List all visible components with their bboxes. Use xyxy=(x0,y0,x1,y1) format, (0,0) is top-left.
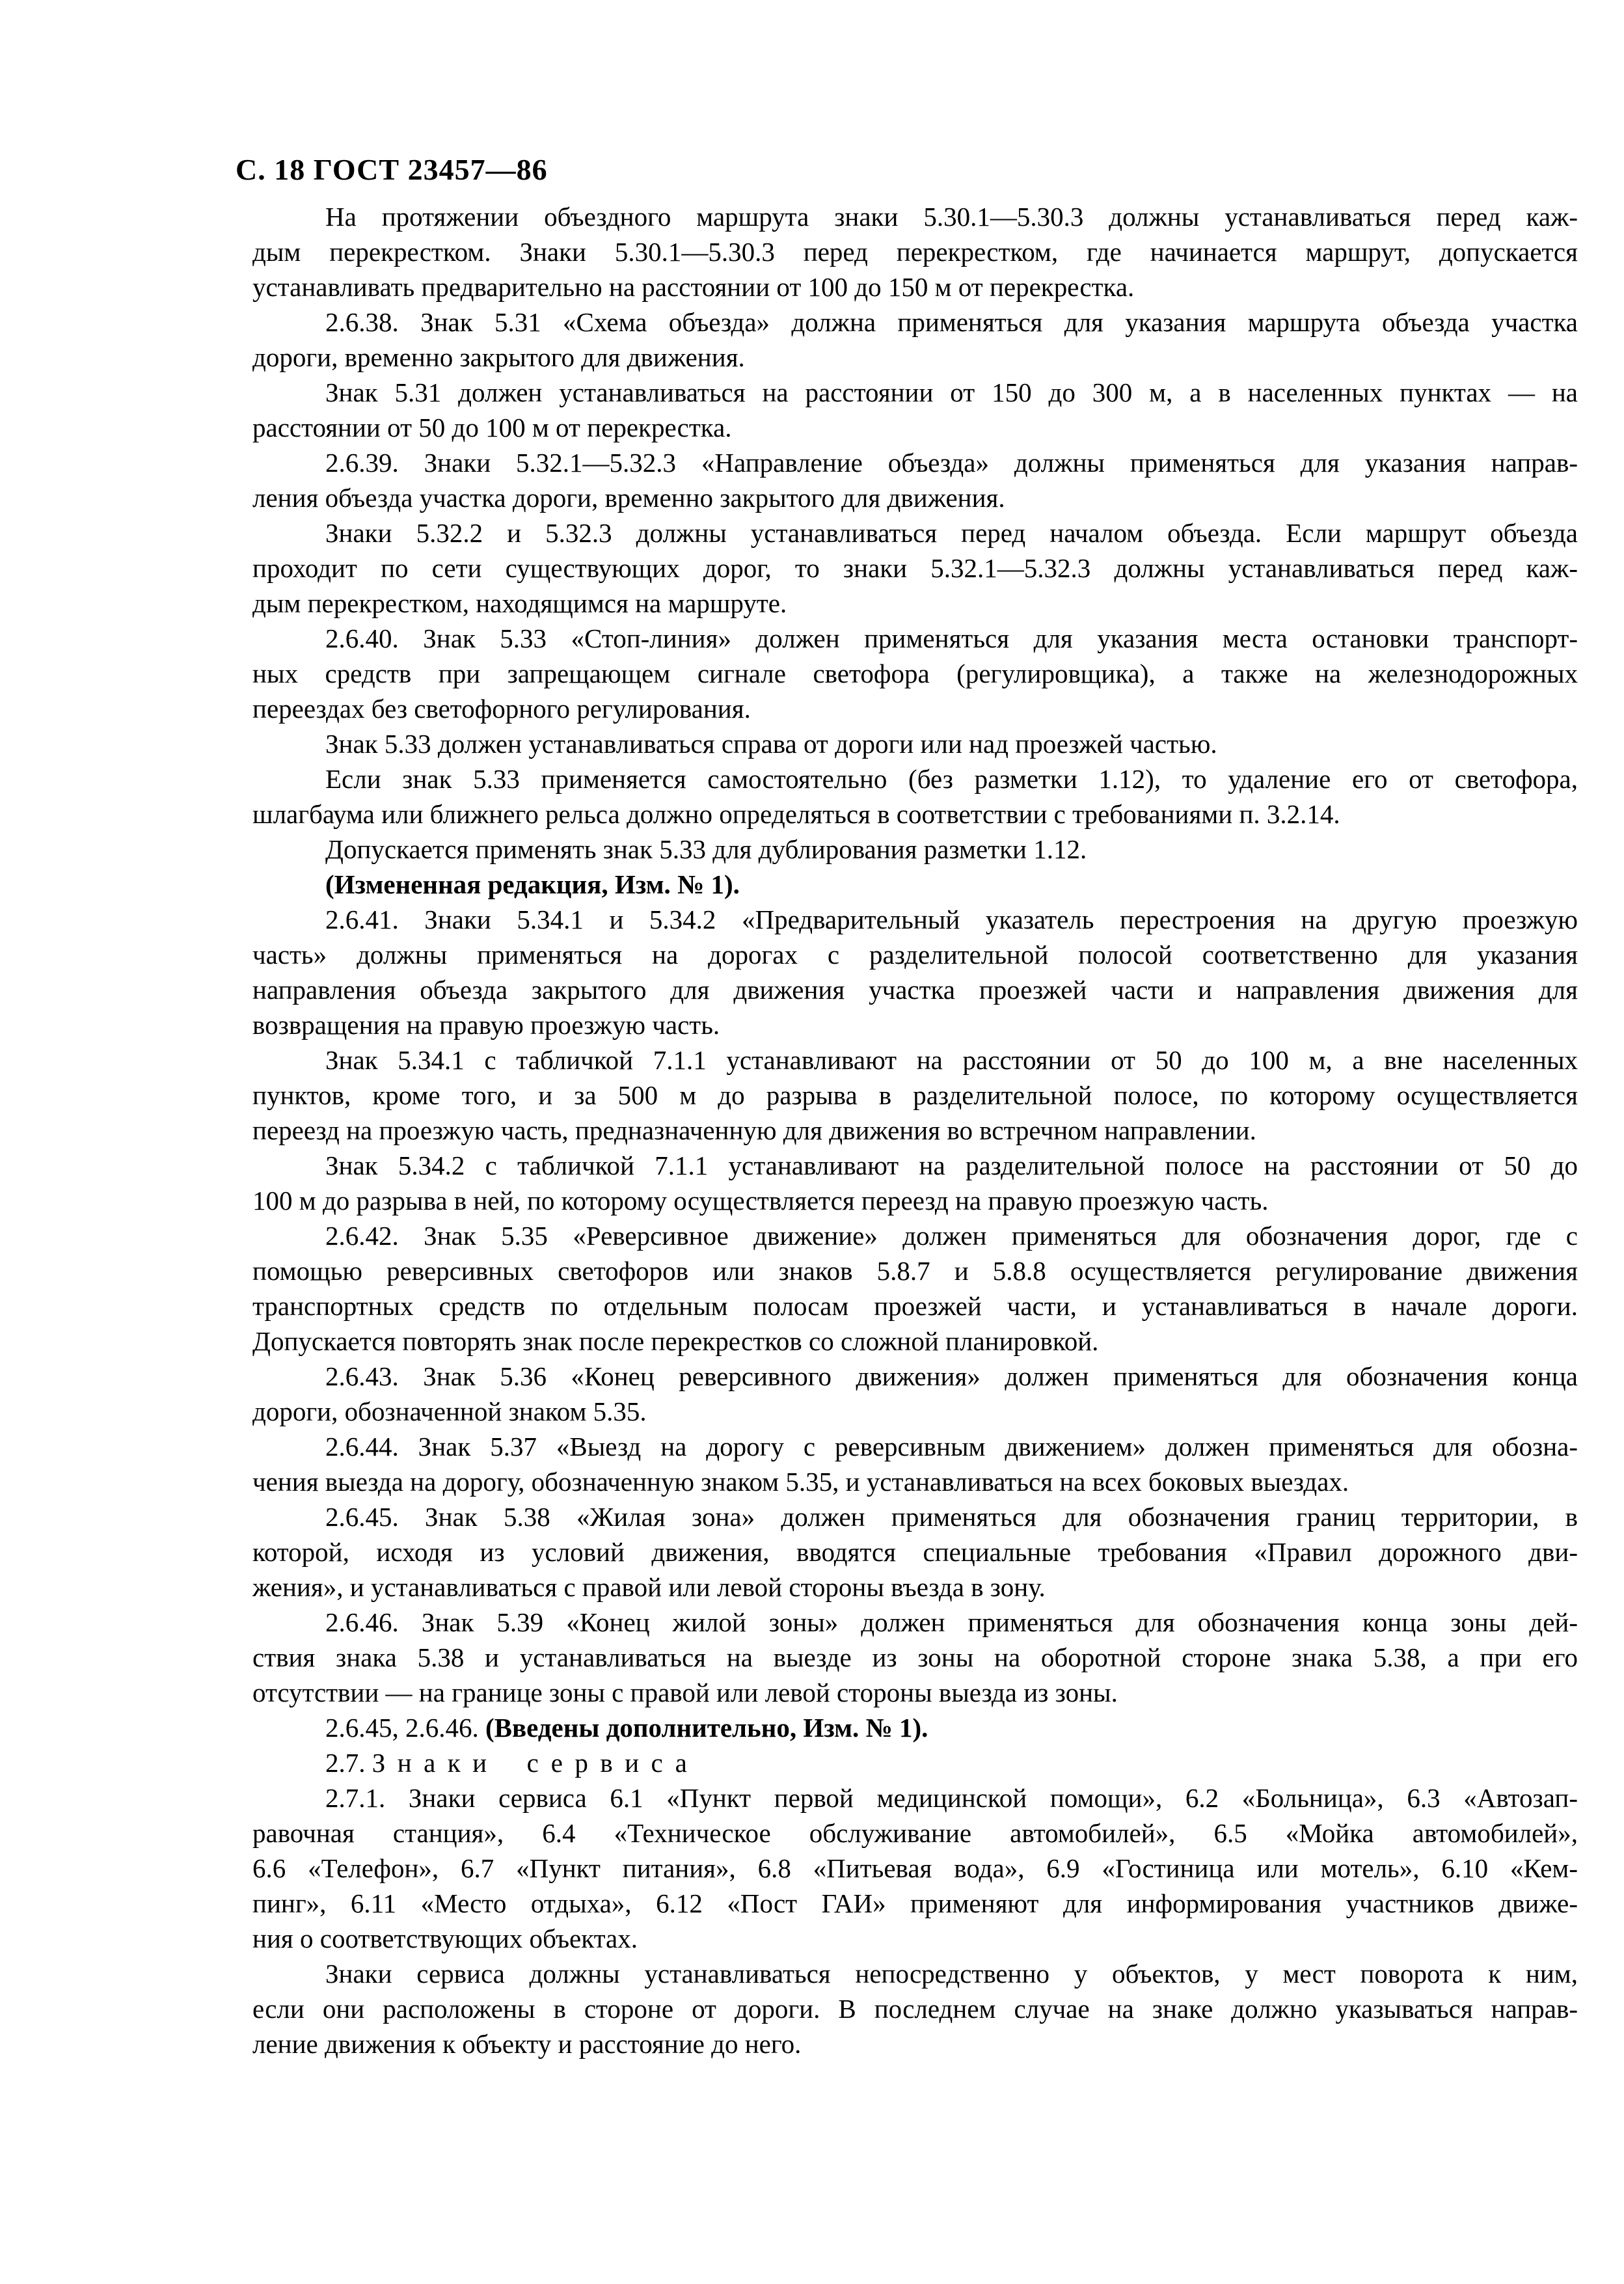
text-line: 2.6.41. Знаки 5.34.1 и 5.34.2 «Предварительный указатель перестроения на другую проезжую xyxy=(325,904,1578,934)
text-line: жения», и устанавливаться с правой или левой стороны въезда в зону. xyxy=(252,1572,1046,1602)
text-line: пинг», 6.11 «Место отдыха», 6.12 «Пост ГАИ» применяют для информирования участников движе- xyxy=(252,1888,1578,1918)
paragraph xyxy=(252,1148,1578,1218)
paragraph xyxy=(252,621,1578,726)
text-line: если они расположены в стороне от дороги. В последнем случае на знаке должно указываться направ- xyxy=(252,1994,1578,2024)
paragraph xyxy=(252,1956,1578,2061)
bold-text-run: (Введены дополнительно, Изм. № 1). xyxy=(485,1713,928,1743)
paragraph xyxy=(252,199,1578,305)
text-line: дороги, обозначенной знаком 5.35. xyxy=(252,1396,647,1426)
text-line: Допускается повторять знак после перекрестков со сложной планировкой. xyxy=(252,1326,1099,1356)
text-line: ния о соответствующих объектах. xyxy=(252,1924,638,1953)
bold-text-run: (Измененная редакция, Изм. № 1). xyxy=(325,869,740,899)
paragraph xyxy=(252,726,1578,761)
text-line: переездах без светофорного регулирования. xyxy=(252,694,751,724)
text-line: помощью реверсивных светофоров или знаков 5.8.7 и 5.8.8 осуществляется регулирование движения xyxy=(252,1256,1578,1286)
text-line xyxy=(252,1745,1578,1780)
text-line: направления объезда закрытого для движения участка проезжей части и направления движения для xyxy=(252,975,1578,1005)
paragraph xyxy=(252,761,1578,832)
text-line: 2.6.44. Знак 5.37 «Выезд на дорогу с реверсивным движением» должен применяться для обозна- xyxy=(325,1432,1578,1461)
paragraph xyxy=(252,445,1578,515)
text-line: ление движения к объекту и расстояние до него. xyxy=(252,2029,802,2059)
text-line: 100 м до разрыва в ней, по которому осуществляется переезд на правую проезжую часть. xyxy=(252,1186,1269,1216)
text-run: 2.7. xyxy=(325,1748,372,1778)
spaced-heading-run: Знаки сервиса xyxy=(372,1748,699,1778)
text-line: 2.6.38. Знак 5.31 «Схема объезда» должна применяться для указания маршрута объезда участка xyxy=(325,307,1578,337)
paragraph xyxy=(252,1218,1578,1359)
text-line: Знак 5.34.2 с табличкой 7.1.1 устанавливают на разделительной полосе на расстоянии от 50 до xyxy=(325,1150,1578,1180)
paragraph xyxy=(252,1710,1578,1745)
text-line: транспортных средств по отдельным полосам проезжей части, и устанавливаться в начале дороги. xyxy=(252,1291,1578,1321)
text-line: дороги, временно закрытого для движения. xyxy=(252,342,745,372)
paragraph xyxy=(252,867,1578,902)
text-line: Знаки 5.32.2 и 5.32.3 должны устанавливаться перед началом объезда. Если маршрут объезда xyxy=(325,518,1578,548)
text-line: которой, исходя из условий движения, вводятся специальные требования «Правил дорожного дви- xyxy=(252,1537,1578,1567)
text-line: ных средств при запрещающем сигнале светофора (регулировщика), а также на железнодорожных xyxy=(252,659,1578,688)
text-line: 2.6.46. Знак 5.39 «Конец жилой зоны» должен применяться для обозначения конца зоны дей- xyxy=(325,1607,1578,1637)
text-run: 2.6.45, 2.6.46. xyxy=(325,1713,485,1743)
text-line: переезд на проезжую часть, предназначенную для движения во встречном направлении. xyxy=(252,1115,1256,1145)
text-line: равочная станция», 6.4 «Техническое обслуживание автомобилей», 6.5 «Мойка автомобилей», xyxy=(252,1818,1578,1848)
text-line: 2.6.39. Знаки 5.32.1—5.32.3 «Направление объезда» должны применяться для указания направ- xyxy=(325,448,1578,478)
text-line: чения выезда на дорогу, обозначенную знаком 5.35, и устанавливаться на всех боковых выездах. xyxy=(252,1467,1349,1497)
text-line: проходит по сети существующих дорог, то знаки 5.32.1—5.32.3 должны устанавливаться перед каж- xyxy=(252,553,1578,583)
paragraph xyxy=(252,1359,1578,1429)
text-line: ления объезда участка дороги, временно закрытого для движения. xyxy=(252,483,1005,513)
paragraph xyxy=(252,1499,1578,1605)
paragraph xyxy=(252,375,1578,445)
paragraph xyxy=(252,1429,1578,1499)
text-line: Знак 5.31 должен устанавливаться на расстоянии от 150 до 300 м, а в населенных пунктах — на xyxy=(325,377,1578,407)
text-line: 2.6.45. Знак 5.38 «Жилая зона» должен применяться для обозначения границ территории, в xyxy=(325,1502,1578,1532)
text-line: отсутствии — на границе зоны с правой или левой стороны выезда из зоны. xyxy=(252,1678,1118,1707)
text-line: Знаки сервиса должны устанавливаться непосредственно у объектов, у мест поворота к ним, xyxy=(325,1959,1578,1989)
paragraph xyxy=(252,1605,1578,1710)
text-line: 2.6.43. Знак 5.36 «Конец реверсивного движения» должен применяться для обозначения конца xyxy=(325,1361,1578,1391)
page-header: С. 18 ГОСТ 23457—86 xyxy=(236,153,548,186)
text-line: часть» должны применяться на дорогах с разделительной полосой соответственно для указания xyxy=(252,940,1578,970)
text-line: 2.7.1. Знаки сервиса 6.1 «Пункт первой медицинской помощи», 6.2 «Больница», 6.3 «Автозап- xyxy=(325,1783,1578,1813)
text-line: возвращения на правую проезжую часть. xyxy=(252,1010,720,1040)
text-line xyxy=(252,867,1578,902)
paragraph xyxy=(252,515,1578,621)
text-line: дым перекрестком. Знаки 5.30.1—5.30.3 перед перекрестком, где начинается маршрут, допускается xyxy=(252,237,1578,267)
text-line: 6.6 «Телефон», 6.7 «Пункт питания», 6.8 «Питьевая вода», 6.9 «Гостиница или мотель», 6.10 «Кем- xyxy=(252,1853,1578,1883)
text-line: ствия знака 5.38 и устанавливаться на выезде из зоны на оборотной стороне знака 5.38, а при его xyxy=(252,1642,1578,1672)
text-line: дым перекрестком, находящимся на маршруте. xyxy=(252,588,787,618)
document-body xyxy=(252,199,1578,2061)
paragraph xyxy=(252,1745,1578,1780)
text-line: устанавливать предварительно на расстоянии от 100 до 150 м от перекрестка. xyxy=(252,272,1135,302)
text-line: На протяжении объездного маршрута знаки 5.30.1—5.30.3 должны устанавливаться перед каж- xyxy=(325,202,1578,232)
paragraph xyxy=(252,1042,1578,1148)
text-line: шлагбаума или ближнего рельса должно определяться в соответствии с требованиями п. 3.2.14. xyxy=(252,799,1340,829)
text-line: 2.6.42. Знак 5.35 «Реверсивное движение» должен применяться для обозначения дорог, где с xyxy=(325,1221,1578,1251)
paragraph xyxy=(252,832,1578,867)
text-line: Знак 5.34.1 с табличкой 7.1.1 устанавливают на расстоянии от 50 до 100 м, а вне населенных xyxy=(325,1045,1578,1075)
text-line: расстоянии от 50 до 100 м от перекрестка. xyxy=(252,413,732,442)
text-line: пунктов, кроме того, и за 500 м до разрыва в разделительной полосе, по которому осуществляется xyxy=(252,1080,1578,1110)
paragraph xyxy=(252,305,1578,375)
text-line xyxy=(252,1710,1578,1745)
text-line: Знак 5.33 должен устанавливаться справа от дороги или над проезжей частью. xyxy=(325,729,1217,759)
text-line: 2.6.40. Знак 5.33 «Стоп-линия» должен применяться для указания места остановки транспорт- xyxy=(325,623,1578,653)
text-line: Если знак 5.33 применяется самостоятельно (без разметки 1.12), то удаление его от светофора, xyxy=(325,764,1578,794)
paragraph xyxy=(252,902,1578,1042)
text-line: Допускается применять знак 5.33 для дублирования разметки 1.12. xyxy=(325,834,1087,864)
paragraph xyxy=(252,1780,1578,1956)
